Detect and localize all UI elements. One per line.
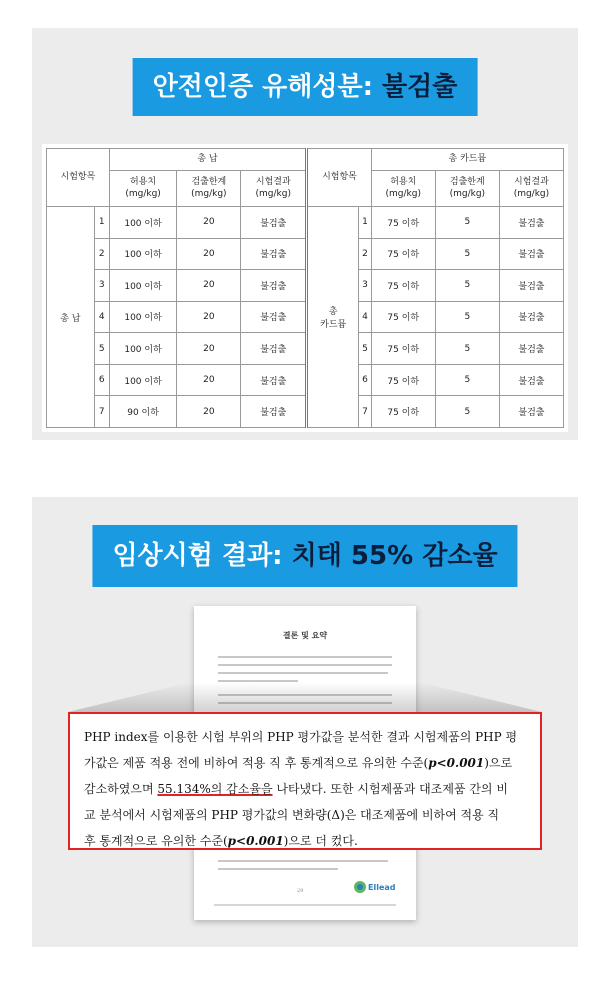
cd-detect: 5 (435, 207, 499, 239)
header-item-cd: 시험항목 (307, 149, 372, 207)
cd-row-number: 6 (359, 364, 372, 396)
lead-result: 불검출 (241, 238, 307, 270)
table-row (47, 396, 564, 428)
header-lead-detect: 검출한계 (mg/kg) (177, 171, 241, 207)
table-row (47, 333, 564, 365)
cd-detect: 5 (435, 364, 499, 396)
cd-result: 불검출 (499, 333, 563, 365)
header-lead-result: 시험결과 (mg/kg) (241, 171, 307, 207)
highlight-reduction-rate: 55.134%의 감소율을 (157, 782, 273, 796)
cd-limit: 75 이하 (371, 270, 435, 302)
safety-section (32, 28, 578, 440)
report-text-line (218, 680, 298, 682)
lead-result: 불검출 (241, 333, 307, 365)
clinical-title-main: 임상시험 결과: (112, 541, 292, 571)
excerpt-line-5: 후 통계적으로 유의한 수준(p<0.001)으로 더 컸다. (84, 834, 358, 848)
cd-row-number: 5 (359, 333, 372, 365)
excerpt-line-3: 감소하였으며 55.134%의 감소율을 나타냈다. 또한 시험제품과 대조제품 간의 비 (84, 782, 508, 796)
lead-row-number: 4 (94, 301, 109, 333)
clinical-section (32, 497, 578, 947)
lead-row-number: 2 (94, 238, 109, 270)
lead-limit: 100 이하 (109, 270, 177, 302)
safety-title-banner (133, 58, 478, 116)
report-text-line (218, 868, 338, 870)
zoomed-excerpt (68, 712, 542, 850)
lead-row-number: 6 (94, 364, 109, 396)
lead-limit: 100 이하 (109, 364, 177, 396)
cd-row-number: 3 (359, 270, 372, 302)
table-row (47, 270, 564, 302)
cd-limit: 75 이하 (371, 238, 435, 270)
cd-row-number: 1 (359, 207, 372, 239)
lead-detect: 20 (177, 207, 241, 239)
report-text-line (218, 860, 388, 862)
lead-result: 불검출 (241, 364, 307, 396)
lead-limit: 90 이하 (109, 396, 177, 428)
header-cd-limit: 허용치 (mg/kg) (371, 171, 435, 207)
clinical-title-banner (92, 525, 517, 587)
report-text-line (218, 672, 388, 674)
cd-result: 불검출 (499, 364, 563, 396)
lead-detect: 20 (177, 364, 241, 396)
cd-result: 불검출 (499, 396, 563, 428)
cd-limit: 75 이하 (371, 207, 435, 239)
lead-detect: 20 (177, 238, 241, 270)
cd-detect: 5 (435, 333, 499, 365)
lead-limit: 100 이하 (109, 207, 177, 239)
safety-title-accent: 불검출 (382, 72, 458, 102)
page-number: 29 (297, 888, 304, 894)
cd-detect: 5 (435, 396, 499, 428)
report-text-line (218, 656, 392, 658)
header-cd-result: 시험결과 (mg/kg) (499, 171, 563, 207)
safety-table (46, 148, 564, 428)
zoom-shadow (68, 682, 542, 712)
report-title: 결론 및 요약 (282, 630, 328, 640)
cd-result: 불검출 (499, 270, 563, 302)
safety-title-main: 안전인증 유해성분: (152, 72, 383, 102)
cd-detect: 5 (435, 270, 499, 302)
lead-row-number: 7 (94, 396, 109, 428)
clinical-title-accent: 치태 55% 감소율 (291, 541, 498, 571)
cd-result: 불검출 (499, 301, 563, 333)
lead-result: 불검출 (241, 270, 307, 302)
lead-limit: 100 이하 (109, 333, 177, 365)
lead-detect: 20 (177, 270, 241, 302)
ellead-logo (354, 881, 396, 893)
cd-limit: 75 이하 (371, 333, 435, 365)
header-lead-limit: 허용치 (mg/kg) (109, 171, 177, 207)
lead-limit: 100 이하 (109, 238, 177, 270)
header-group-cd: 총 카드뮴 (371, 149, 563, 171)
report-footer-line (214, 904, 396, 906)
lead-result: 불검출 (241, 396, 307, 428)
lead-group-label: 총 납 (47, 207, 95, 428)
cd-result: 불검출 (499, 238, 563, 270)
ellead-logo-text: Ellead (368, 882, 396, 892)
excerpt-line-1: PHP index를 이용한 시험 부위의 PHP 평가값을 분석한 결과 시험제품의 PHP 평 (84, 730, 518, 744)
lead-result: 불검출 (241, 207, 307, 239)
cd-limit: 75 이하 (371, 364, 435, 396)
cd-group-label: 총 카드뮴 (307, 207, 359, 428)
table-row (47, 238, 564, 270)
excerpt-line-4: 교 분석에서 시험제품의 PHP 평가값의 변화량(Δ)은 대조제품에 비하여 적용 직 (84, 808, 500, 822)
table-row (47, 364, 564, 396)
cd-row-number: 2 (359, 238, 372, 270)
cd-detect: 5 (435, 238, 499, 270)
lead-row-number: 5 (94, 333, 109, 365)
lead-detect: 20 (177, 333, 241, 365)
ellead-logo-icon (354, 881, 366, 893)
cd-row-number: 4 (359, 301, 372, 333)
table-row (47, 207, 564, 239)
cd-result: 불검출 (499, 207, 563, 239)
cd-limit: 75 이하 (371, 396, 435, 428)
header-cd-detect: 검출한계 (mg/kg) (435, 171, 499, 207)
lead-row-number: 3 (94, 270, 109, 302)
header-item-lead: 시험항목 (47, 149, 110, 207)
lead-limit: 100 이하 (109, 301, 177, 333)
cd-detect: 5 (435, 301, 499, 333)
lead-row-number: 1 (94, 207, 109, 239)
table-row (47, 301, 564, 333)
report-text-line (218, 664, 392, 666)
cd-limit: 75 이하 (371, 301, 435, 333)
lead-detect: 20 (177, 396, 241, 428)
lead-detect: 20 (177, 301, 241, 333)
safety-table-card (42, 144, 568, 432)
cd-row-number: 7 (359, 396, 372, 428)
header-group-lead: 총 납 (109, 149, 306, 171)
excerpt-line-2: 가값은 제품 적용 전에 비하여 적용 직 후 통계적으로 유의한 수준(p<0.001)으로 (84, 756, 513, 770)
lead-result: 불검출 (241, 301, 307, 333)
